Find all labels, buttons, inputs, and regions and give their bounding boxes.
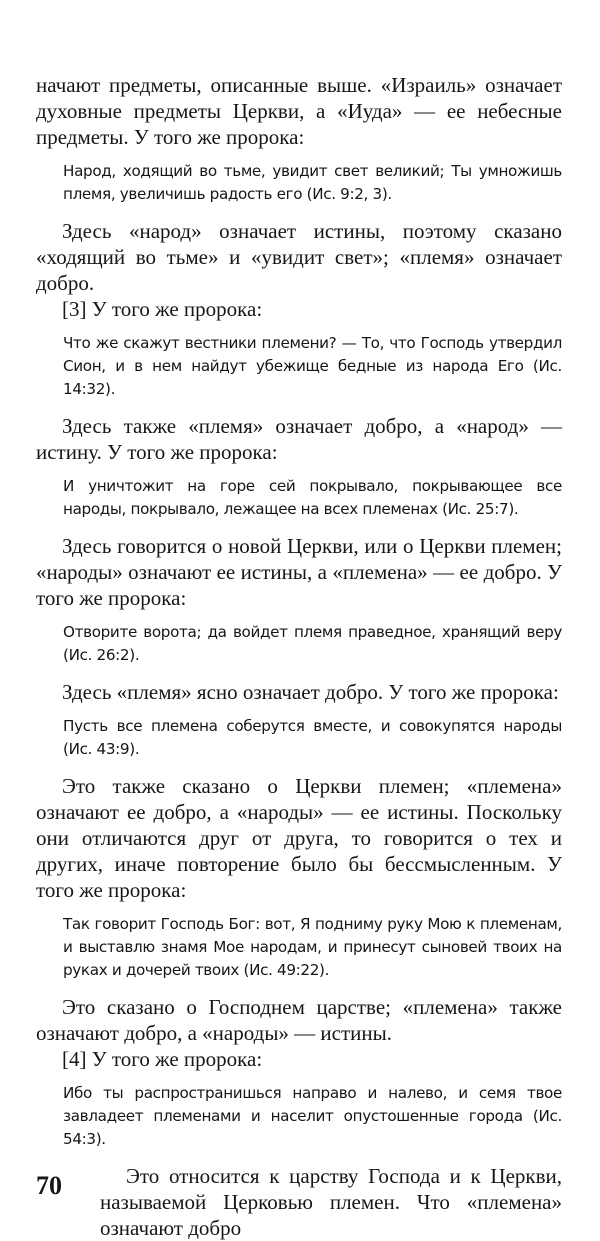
paragraph: Здесь также «племя» означает добро, а «народ» — истину. У того же пророка:	[36, 414, 562, 464]
paragraph: Это также сказано о Церкви племен; «племена» означают ее добро, а «народы» — ее истины. Поскольку они отличаются друг от друга, то говорится о тех и других, иначе повторение было бы бессмысленным. У того же пророка:	[36, 774, 562, 902]
scripture-quote: Так говорит Господь Бог: вот, Я подниму руку Мою к племенам, и выставлю знамя Мое народам, и принесут сыновей твоих на руках и дочерей твоих (Ис. 49:22).	[63, 915, 562, 979]
scripture-quote: Отворите ворота; да войдет племя праведное, хранящий веру (Ис. 26:2).	[63, 623, 562, 664]
page-body	[36, 72, 562, 1151]
page-number: 70	[36, 1171, 62, 1200]
paragraph: Здесь «народ» означает истины, поэтому сказано «ходящий во тьме» и «увидит свет»; «племя» означает добро.	[36, 219, 562, 295]
paragraph-last: Это относится к царству Господа и к Церкви, называемой Церковью племен. Что «племена» означают добро	[100, 1164, 562, 1240]
scripture-quote: Народ, ходящий во тьме, увидит свет великий; Ты умножишь племя, увеличишь радость его (Ис. 9:2, 3).	[63, 162, 562, 203]
scripture-quote: Ибо ты распространишься направо и налево, и семя твое завладеет племенами и населит опустошенные города (Ис. 54:3).	[63, 1084, 562, 1148]
paragraph: [3] У того же пророка:	[62, 297, 263, 321]
paragraph: начают предметы, описанные выше. «Израиль» означает духовные предметы Церкви, а «Иуда» — ее небесные предметы. У того же пророка:	[36, 73, 562, 149]
scripture-quote: Пусть все племена соберутся вместе, и совокупятся народы (Ис. 43:9).	[63, 717, 562, 758]
paragraph: Здесь говорится о новой Церкви, или о Церкви племен; «народы» означают ее истины, а «племена» — ее добро. У того же пророка:	[36, 534, 562, 610]
paragraph: Это сказано о Господнем царстве; «племена» также означают добро, а «народы» — истины.	[36, 995, 562, 1045]
page-footer-row	[36, 1163, 562, 1241]
scripture-quote: Что же скажут вестники племени? — То, что Господь утвердил Сион, и в нем найдут убежище бедные из народа Его (Ис. 14:32).	[63, 334, 562, 398]
paragraph: [4] У того же пророка:	[62, 1047, 263, 1071]
scripture-quote: И уничтожит на горе сей покрывало, покрывающее все народы, покрывало, лежащее на всех племенах (Ис. 25:7).	[63, 477, 562, 518]
paragraph: Здесь «племя» ясно означает добро. У того же пророка:	[62, 680, 559, 704]
book-page	[36, 72, 562, 1241]
